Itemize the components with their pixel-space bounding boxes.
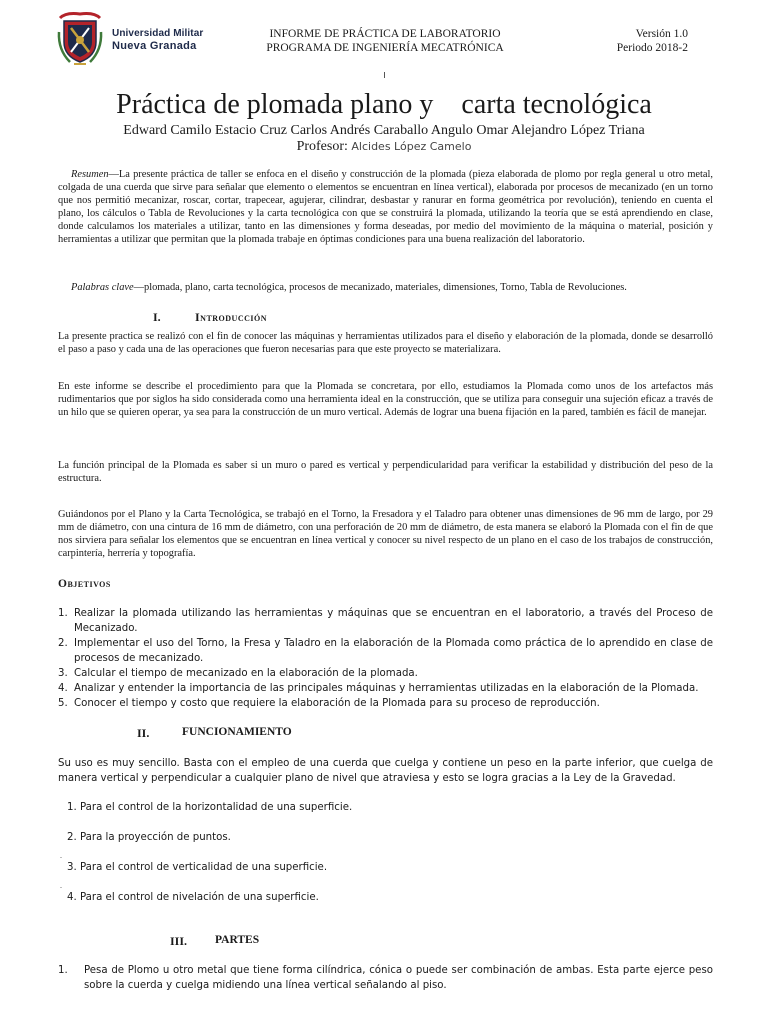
objectives-title: Objetivos xyxy=(58,578,111,590)
func-item-1: 1. Para el control de la horizontalidad de una superficie. xyxy=(67,802,353,813)
university-crest-icon xyxy=(56,12,104,68)
separator-dot: . xyxy=(60,881,62,890)
objective-item: 2. Implementar el uso del Torno, la Fresa y Taladro en la elaboración de la Plomada como práctica de lo aprendido en clase de procesos de mecanizado. xyxy=(58,638,713,664)
program-name: PROGRAMA DE INGENIERÍA MECATRÓNICA xyxy=(266,42,504,54)
func-p1: Su uso es muy sencillo. Basta con el empleo de una cuerda que cuelga y contiene un peso en la parte inferior, que cuelga de manera vertical y perpendicular a cualquier plano de nivel que atraviesa y esto se logra gracias a la Ley de la Gravedad. xyxy=(58,758,713,784)
intro-paragraph-4 xyxy=(58,508,713,560)
professor-label: Profesor: xyxy=(296,139,348,154)
abstract-label: Resumen xyxy=(71,169,109,180)
func-item-2: 2. Para la proyección de puntos. xyxy=(67,832,231,843)
document-title: Práctica de plomada plano y carta tecnológica xyxy=(116,89,652,120)
section-func-number: II. xyxy=(137,726,150,740)
objective-item: 5. Conocer el tiempo y costo que requiere la elaboración de la Plomada para su proceso de reproducción. xyxy=(58,698,600,709)
report-type: INFORME DE PRÁCTICA DE LABORATORIO xyxy=(269,28,501,40)
page-header xyxy=(0,0,768,80)
section-parts-title: PARTES xyxy=(215,934,260,946)
university-name-line2: Nueva Granada xyxy=(112,40,197,52)
intro-paragraph-3 xyxy=(58,459,713,485)
intro-p1: La presente practica se realizó con el fin de conocer las máquinas y herramientas utilizados para el diseño y elaboración de la plomada, donde se desarrolló el paso a paso y cada una de las operaciones que fueron necesarias para que este proyecto se materializara. xyxy=(58,331,713,356)
header-tick xyxy=(384,72,385,78)
section-func-title: FUNCIONAMIENTO xyxy=(182,726,292,738)
objective-item: 4. Analizar y entender la importancia de las principales máquinas y herramientas utilizadas en la elaboración de la Plomada. xyxy=(58,683,699,694)
university-name xyxy=(112,28,203,52)
objective-item: 1. Realizar la plomada utilizando las herramientas y máquinas que se encuentran en el laboratorio, a través del Proceso de Mecanizado. xyxy=(58,608,713,634)
intro-paragraph-1 xyxy=(58,330,713,356)
section-parts-number: III. xyxy=(170,934,188,948)
professor-name: Alcides López Camelo xyxy=(351,140,472,153)
func-item-3: 3. Para el control de verticalidad de una superficie. xyxy=(67,862,328,873)
separator-dot: . xyxy=(60,851,62,860)
abstract-text: —La presente práctica de taller se enfoca en el diseño y construcción de la plomada (pieza elaborada de plomo por regla general u otro metal, colgada de una cuerda que sirve para señalar que elemento o elementos se encuentran en línea vertical), elaborada por procesos de mecanizado (en un torno que nos permitió mecanizar, roscar, cortar, trapecear, agujerar, cilindrar, desbastar y ranurar en forma geométrica por revolución), teniendo en cuenta el plano, los cálculos o Tabla de Revoluciones y la carta tecnológica con que se construirá la plomada, utilizando la teoría que se está aprendiendo en clase, donde calculamos los materiales a utilizar, tanto en las dimensiones y forma deseadas, por medio del movimiento de la máquina o material, posición y herramientas a utilizar que permitan que la plomada trabaje en óptimas condiciones para una buena realización del laboratorio. xyxy=(58,169,713,246)
objective-item: 3. Calcular el tiempo de mecanizado en la elaboración de la plomada. xyxy=(58,668,418,679)
func-item-4: 4. Para el control de nivelación de una superficie. xyxy=(67,892,319,903)
header-right xyxy=(617,27,688,55)
parts-list xyxy=(58,963,713,993)
keywords-text: —plomada, plano, carta tecnológica, procesos de mecanizado, materiales, dimensiones, Torno, Tabla de Revoluciones. xyxy=(133,282,627,293)
period-label: Periodo 2018-2 xyxy=(616,42,688,54)
professor-line xyxy=(0,138,768,155)
keywords xyxy=(58,281,713,294)
section-intro-title: Introducción xyxy=(195,310,268,324)
intro-p4: Guiándonos por el Plano y la Carta Tecnológica, se trabajó en el Torno, la Fresadora y el Taladro para obtener unas dimensiones de 96 mm de largo, por 29 mm de diámetro, con una cintura de 16 mm de diámetro, con una perforación de 20 mm de diámetro, de esta manera se elaboró la Plomada con el fin de que nos sirviera para señalar los elementos que se encuentran en línea vertical y conocer su nivel respecto de un plano en el caso de los trabajos de construcción, carpintería, herrería y topografía. xyxy=(58,509,713,560)
abstract xyxy=(58,168,713,247)
objectives-list xyxy=(58,606,713,711)
keywords-label: Palabras clave xyxy=(71,282,134,293)
func-paragraph xyxy=(58,756,713,786)
intro-p3: La función principal de la Plomada es saber si un muro o pared es vertical y perpendicularidad para verificar la estabilidad y distribución del peso de la estructura. xyxy=(58,460,713,485)
section-intro-number: I. xyxy=(153,310,161,324)
header-center xyxy=(230,27,540,55)
intro-p2: En este informe se describe el procedimiento para que la Plomada se concretara, por ello, estudiamos la Plomada como unos de los artefactos más rudimentarios que por siglos ha sido considerada como una herramienta ideal en la construcción, que se utiliza para conseguir una sujeción eficaz a través de un hilo que se quieren operar, ya sea para la construcción de un muro vertical. Además de lograr una buena fijación en la pared, también es fácil de manejar. xyxy=(58,381,713,419)
parts-item: 1. Pesa de Plomo u otro metal que tiene forma cilíndrica, cónica o puede ser combinación de ambas. Esta parte ejerce peso sobre la cuerda y cuelga midiendo una línea vertical señalando al piso. xyxy=(58,965,713,991)
university-name-line1: Universidad Militar xyxy=(112,28,204,39)
authors: Edward Camilo Estacio Cruz Carlos Andrés Caraballo Angulo Omar Alejandro López Triana xyxy=(123,123,645,138)
version-label: Versión 1.0 xyxy=(635,28,688,40)
intro-paragraph-2 xyxy=(58,380,713,419)
